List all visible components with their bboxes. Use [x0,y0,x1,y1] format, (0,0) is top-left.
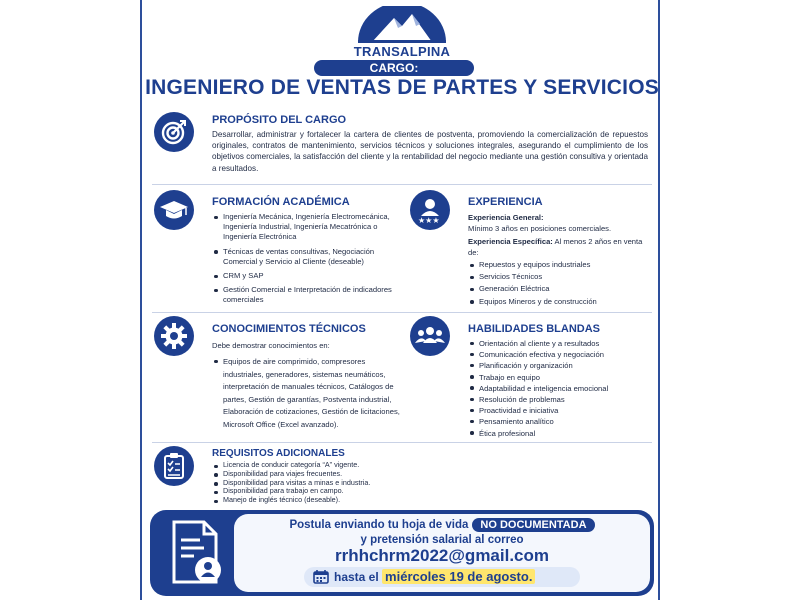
divider [152,184,652,185]
divider [152,442,652,443]
list-item: Manejo de inglés técnico (deseable). [212,496,472,505]
requisitos-list [212,461,472,505]
group-icon [410,316,450,356]
experiencia-general-text: Mínimo 3 años en posiciones comerciales. [468,223,612,233]
conocimientos-title: CONOCIMIENTOS TÉCNICOS [212,323,366,335]
person-stars-icon [410,190,450,230]
experiencia-list [468,260,654,307]
list-item: Comunicación efectiva y negociación [468,349,654,360]
graduation-cap-icon [154,190,194,230]
requisitos-title: REQUISITOS ADICIONALES [212,448,345,459]
list-item: Disponibilidad para trabajo en campo. [212,487,472,496]
footer-line1-text: Postula enviando tu hoja de vida [289,519,469,531]
footer-line2: y pretensión salarial al correo [360,534,524,546]
proposito-title: PROPÓSITO DEL CARGO [212,114,347,126]
target-icon [154,112,194,152]
mountain-icon [354,6,450,46]
logo-text: TRANSALPINA [353,44,451,59]
footer-line1 [234,518,650,532]
list-item: Equipos de aire comprimido, compresores industriales, generadores, sistemas neumáticos, interpretación de manuales técnicos, Catálogos de partes, Gestión de garantías, Postventa industrial, Elaboración de cotizaciones, Gestión de licitaciones, Microsoft Office (Excel avanzado). [212,356,400,432]
list-item: Disponibilidad para visitas a minas e industria. [212,479,472,488]
experiencia-general-label: Experiencia General: [468,213,544,222]
deadline-date: miércoles 19 de agosto. [382,569,535,584]
list-item: Proactividad e iniciativa [468,405,654,416]
list-item: Ingeniería Mecánica, Ingeniería Electromecánica, Ingeniería Industrial, Ingeniería Mecatrónica o Ingeniería Electrónica [212,212,402,243]
list-item: Repuestos y equipos industriales [468,260,654,270]
list-item: Técnicas de ventas consultivas, Negociación Comercial y Servicio al Cliente (deseable) [212,247,402,267]
deadline [304,567,580,587]
experiencia-especifica-label: Experiencia Específica: [468,237,553,246]
list-item: Adaptabilidad e inteligencia emocional [468,383,654,394]
list-item: CRM y SAP [212,271,402,281]
application-footer [150,510,654,596]
calendar-icon [313,570,329,590]
list-item: Planificación y organización [468,360,654,371]
list-item: Orientación al cliente y a resultados [468,338,654,349]
habilidades-title: HABILIDADES BLANDAS [468,323,600,335]
document-person-icon [164,518,226,588]
no-documentada-badge: NO DOCUMENTADA [472,518,594,532]
list-item: Generación Eléctrica [468,284,654,294]
list-item: Trabajo en equipo [468,372,654,383]
job-poster [140,0,660,600]
company-logo [350,6,454,60]
contact-email[interactable]: rrhhchrm2022@gmail.com [334,546,550,565]
habilidades-list [468,338,654,439]
experiencia-block [468,213,654,307]
gear-icon [154,316,194,356]
list-item: Pensamiento analítico [468,416,654,427]
clipboard-checklist-icon [154,446,194,486]
list-item: Disponibilidad para viajes frecuentes. [212,470,472,479]
deadline-prefix: hasta el [334,570,379,584]
conocimientos-intro: Debe demostrar conocimientos en: [212,341,330,350]
footer-content [234,514,650,592]
list-item: Servicios Técnicos [468,272,654,282]
formacion-title: FORMACIÓN ACADÉMICA [212,196,350,208]
list-item: Licencia de conducir categoría “A” vigente. [212,461,472,470]
proposito-text: Desarrollar, administrar y fortalecer la cartera de clientes de postventa, promoviendo la comercialización de repuestos originales, contratos de mantenimiento, servicios técnicos y soluciones integrales, asegurando el cumplimiento de los objetivos comerciales, la satisfacción del cliente y la rentabilidad del negocio mediante una gestión consultiva y orientada a resultados. [212,130,648,173]
list-item: Gestión Comercial e Interpretación de indicadores comerciales [212,285,402,305]
page-title: INGENIERO DE VENTAS DE PARTES Y SERVICIOS [145,76,659,99]
formacion-list [212,212,402,306]
experiencia-especifica-text: Al menos 2 años en venta de: [468,237,643,257]
cargo-label: CARGO: [314,60,474,76]
list-item: Equipos Mineros y de construcción [468,297,654,307]
conocimientos-list [212,356,400,432]
experiencia-title: EXPERIENCIA [468,196,543,208]
divider [152,312,652,313]
list-item: Ética profesional [468,428,654,439]
list-item: Resolución de problemas [468,394,654,405]
svg-text:★★★: ★★★ [418,216,440,224]
